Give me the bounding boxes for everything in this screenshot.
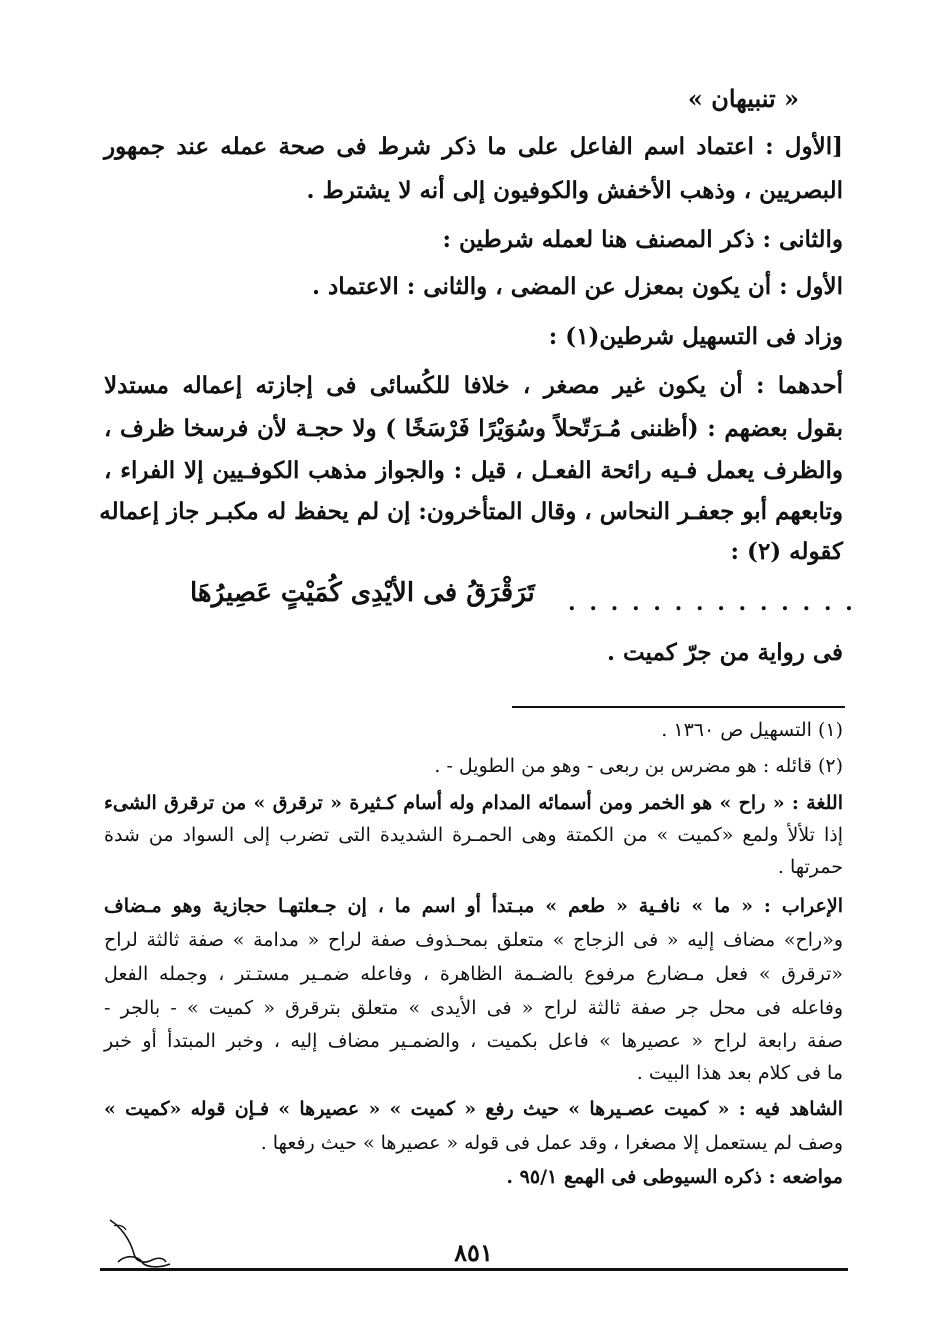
section-heading: « تنبيهان » bbox=[687, 84, 799, 113]
body-line-9: وتابعهم أبو جعفـر النحاس ، وقال المتأخرون: إن لم يحفظ له مكبـر جاز إعماله bbox=[99, 498, 843, 525]
footnote-line-14: مواضعه : ذكره السيوطى فى الهمع ٩٥/١ . bbox=[506, 1166, 843, 1188]
footnote-line-5: حمرتها . bbox=[777, 856, 843, 878]
footnote-line-6: الإعراب : « ما » نافـية « طعم » مبـتدأ أو اسم ما ، إن جـعلتهـا حجازية وهو مـضاف bbox=[104, 895, 843, 917]
body-line-4: الأول : أن يكون بمعزل عن المضى ، والثانى : الاعتماد . bbox=[312, 273, 843, 300]
body-line-2: البصريين ، وذهب الأخفش والكوفيون إلى أنه لا يشترط . bbox=[306, 177, 843, 204]
body-line-3: والثانى : ذكر المصنف هنا لعمله شرطين : bbox=[442, 226, 843, 253]
footnote-line-12: الشاهد فيه : « كميت عصـيرها » حيث رفع « كميت » « عصيرها » فـإن قوله «كميت » bbox=[104, 1098, 843, 1120]
bottom-rule bbox=[100, 1268, 848, 1271]
footnote-line-7: و«راح» مضاف إليه « فى الزجاج » متعلق بمحـذوف صفة لراح « مدامة » صفة ثالثة لراح bbox=[104, 929, 843, 951]
body-line-1: [الأول : اعتماد اسم الفاعل على ما ذكر شرط فى صحة عمله عند جمهور bbox=[104, 133, 843, 160]
verse-text: تَرَقْرَقُ فى الأيْدِى كُمَيْتٍ عَصِيرُهَا bbox=[190, 578, 535, 608]
body-line-5: وزاد فى التسهيل شرطين(١) : bbox=[548, 323, 843, 350]
footnote-line-9: وفاعله فى محل جر صفة ثالثة لراح « فى الأيدى » متعلق بترقرق « كميت » - بالجر - bbox=[104, 997, 843, 1019]
footnote-line-10: صفة رابعة لراح « عصيرها » فاعل بكميت ، والضمـير مضاف إليه ، وخبر المبتدأ أو خبر bbox=[104, 1030, 843, 1052]
footnote-line-13: وصف لم يستعمل إلا مصغرا ، وقد عمل فى قوله « عصيرها » حيث رفعها . bbox=[260, 1132, 843, 1154]
footnote-1: (١) التسهيل ص ١٣٦٠ . bbox=[661, 719, 843, 741]
footnote-separator bbox=[512, 706, 845, 708]
footnote-line-11: ما فى كلام بعد هذا البيت . bbox=[636, 1062, 843, 1084]
body-line-10: كقوله (٢) : bbox=[730, 538, 843, 565]
body-line-7: بقول بعضهم : (أظننى مُـرَتّحلاً وسُوَيْرًا فَرْسَخًا ) ولا حجـة لأن فرسخا ظرف ، bbox=[104, 415, 843, 442]
page-number: ٨٥١ bbox=[454, 1238, 493, 1267]
footnote-2: (٢) قائله : هو مضرس بن ربعى - وهو من الطويل - . bbox=[434, 755, 843, 777]
after-verse-line: فى رواية من جرّ كميت . bbox=[606, 639, 843, 666]
footnote-line-3: اللغة : « راح » هو الخمر ومن أسمائه المدام وله أسام كـثيرة « ترقرق » من ترقرق الشىء bbox=[104, 792, 843, 814]
body-line-8: والظرف يعمل فـيه رائحة الفعـل ، قيل : والجواز مذهب الكوفـيين إلا الفراء ، bbox=[104, 457, 843, 484]
footnote-line-4: إذا تلألأ ولمع «كميت » من الكمتة وهى الحمـرة الشديدة التى تضرب إلى السواد من شدة bbox=[104, 824, 843, 846]
verse-dots: . . . . . . . . . . . . . . bbox=[568, 590, 856, 616]
body-line-6: أحدهما : أن يكون غير مصغر ، خلافا للكُسائى فى إجازته إعماله مستدلا bbox=[104, 372, 843, 399]
footnote-line-8: «ترقرق » فعل مـضارع مرفوع بالضـمة الظاهرة ، وفاعله ضمـير مستـتر ، وجمله الفعل bbox=[104, 963, 843, 985]
